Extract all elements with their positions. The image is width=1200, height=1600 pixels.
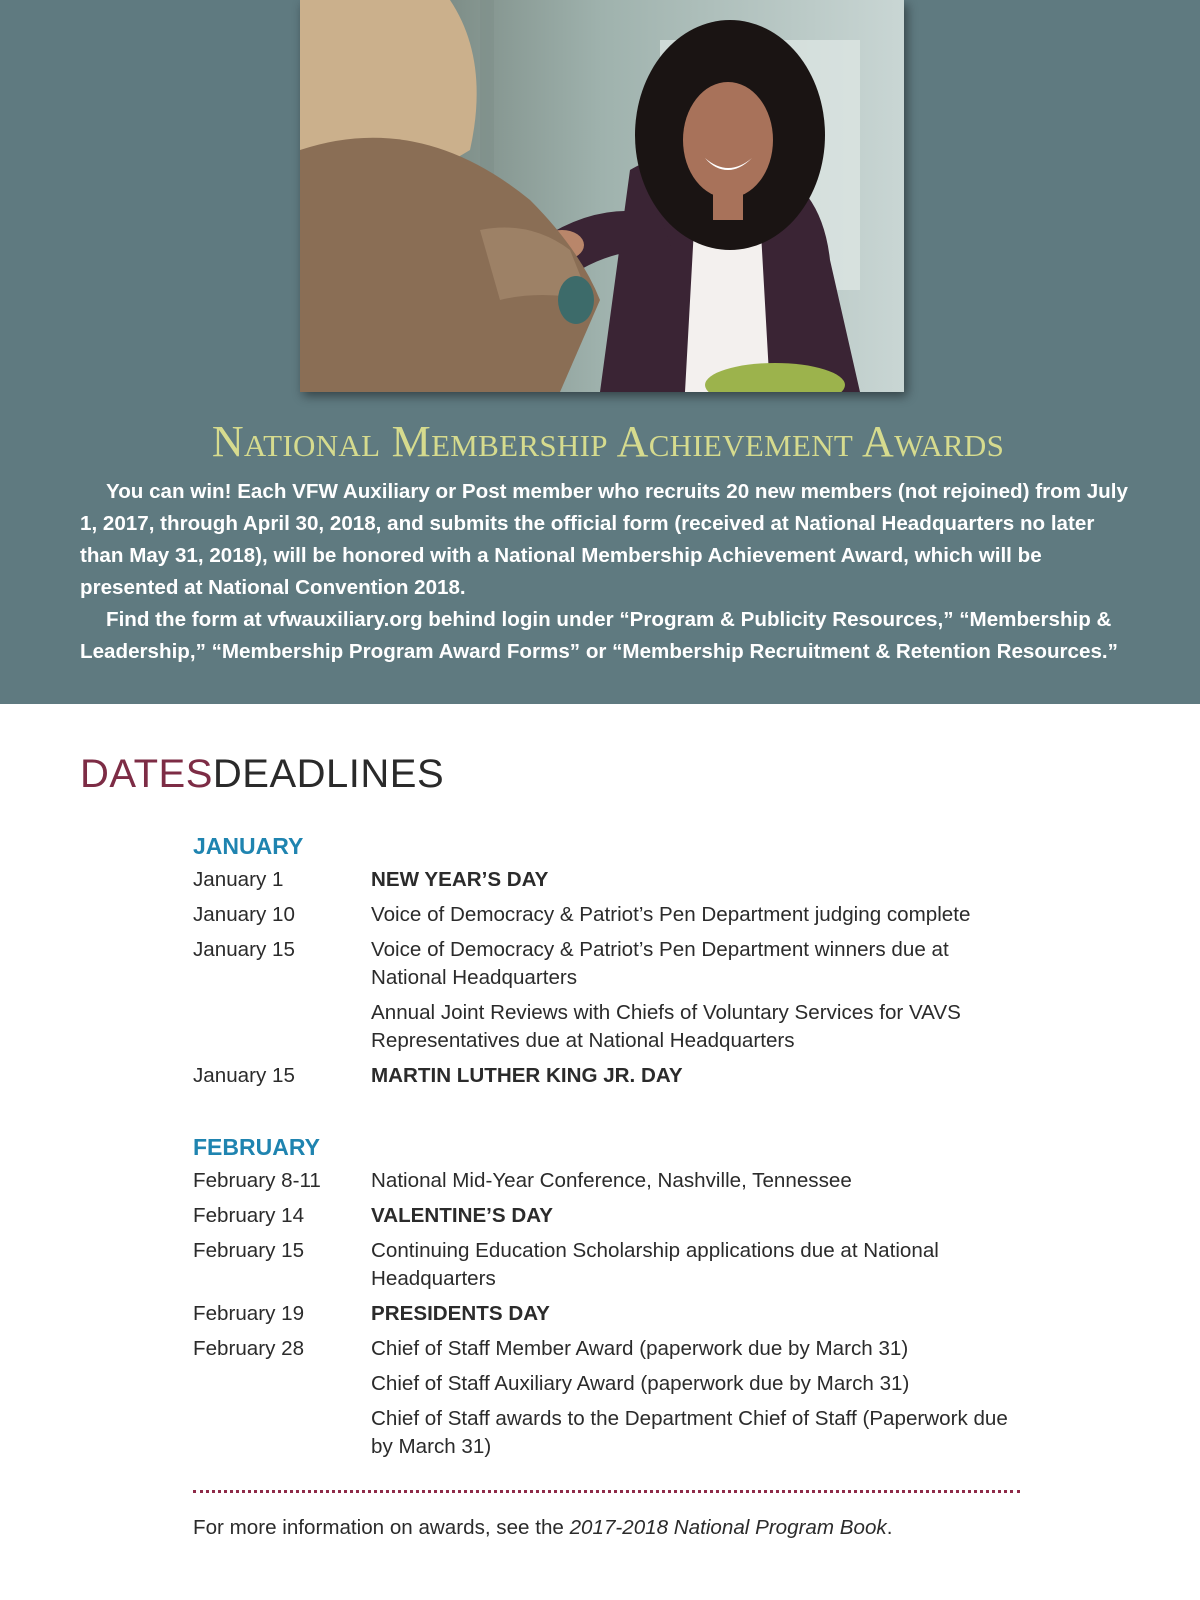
row-date: January 15: [193, 1064, 295, 1087]
awards-paragraph: Find the form at vfwauxiliary.org behind login under “Program & Publicity Resources,” “Membership & Leadership,” “Membership Program Award Forms” or “Membership Recruitment & Retention Resources.”: [80, 608, 1118, 663]
awards-title: National Membership Achievement Awards: [211, 417, 1005, 466]
awards-paragraph: You can win! Each VFW Auxiliary or Post member who recruits 20 new members (not rejoined) from July 1, 2017, through April 30, 2018, and submits the official form (received at National Headquarters no later than May 31, 2018), will be honored with a National Membership Achievement Award, which will be presented at National Convention 2018.: [80, 480, 1128, 599]
more-info-text: For more information on awards, see the: [193, 1516, 570, 1539]
row-event: Annual Joint Reviews with Chiefs of Voluntary Services for VAVS Representatives due at National Headquarters: [371, 1001, 961, 1052]
awards-banner: [0, 0, 1200, 704]
schedule-row: [193, 1167, 1023, 1195]
program-book-title: 2017-2018 National Program Book: [569, 1516, 887, 1539]
awards-description: [80, 476, 1135, 668]
schedule-row: [193, 999, 1023, 1055]
row-date: [193, 1370, 371, 1398]
row-event: NEW YEAR’S DAY: [371, 868, 549, 891]
row-event: Voice of Democracy & Patriot’s Pen Department judging complete: [371, 903, 971, 926]
row-date: [193, 1405, 371, 1461]
schedule-row: [193, 936, 1023, 992]
deadlines-schedule: [193, 828, 1023, 1468]
row-date: [193, 999, 371, 1055]
schedule-row: [193, 1300, 1023, 1328]
row-date: February 14: [193, 1204, 305, 1227]
more-info-end: .: [886, 1516, 893, 1539]
schedule-row: [193, 1237, 1023, 1293]
section-heading: [80, 748, 444, 800]
more-info-note: [193, 1514, 892, 1542]
row-event: Chief of Staff awards to the Department Chief of Staff (Paperwork due by March 31): [371, 1407, 1008, 1458]
heading-deadlines: DEADLINES: [212, 752, 445, 796]
row-date: February 8-11: [193, 1169, 321, 1192]
heading-dates: DATES: [80, 752, 213, 796]
row-event: VALENTINE’S DAY: [371, 1204, 553, 1227]
row-event: Continuing Education Scholarship applications due at National Headquarters: [371, 1239, 939, 1290]
month-heading-february: FEBRUARY: [193, 1134, 320, 1160]
row-date: January 10: [193, 903, 295, 926]
schedule-row: [193, 901, 1023, 929]
schedule-row: [193, 866, 1023, 894]
row-date: February 15: [193, 1239, 305, 1262]
schedule-row: [193, 1335, 1023, 1363]
row-event: Chief of Staff Auxiliary Award (paperwork due by March 31): [371, 1372, 910, 1395]
row-date: February 28: [193, 1337, 305, 1360]
handshake-photo: [300, 0, 904, 392]
dotted-divider: [193, 1490, 1020, 1493]
row-event: MARTIN LUTHER KING JR. DAY: [371, 1064, 683, 1087]
row-date: January 15: [193, 938, 295, 961]
row-event: Voice of Democracy & Patriot’s Pen Department winners due at National Headquarters: [371, 938, 949, 989]
schedule-row: [193, 1405, 1023, 1461]
row-event: Chief of Staff Member Award (paperwork due by March 31): [371, 1337, 909, 1360]
row-event: National Mid-Year Conference, Nashville, Tennessee: [371, 1169, 852, 1192]
schedule-row: [193, 1202, 1023, 1230]
row-event: PRESIDENTS DAY: [371, 1302, 550, 1325]
row-date: February 19: [193, 1302, 305, 1325]
schedule-row: [193, 1062, 1023, 1090]
schedule-row: [193, 1370, 1023, 1398]
month-heading-january: JANUARY: [193, 833, 304, 859]
row-date: January 1: [193, 868, 284, 891]
